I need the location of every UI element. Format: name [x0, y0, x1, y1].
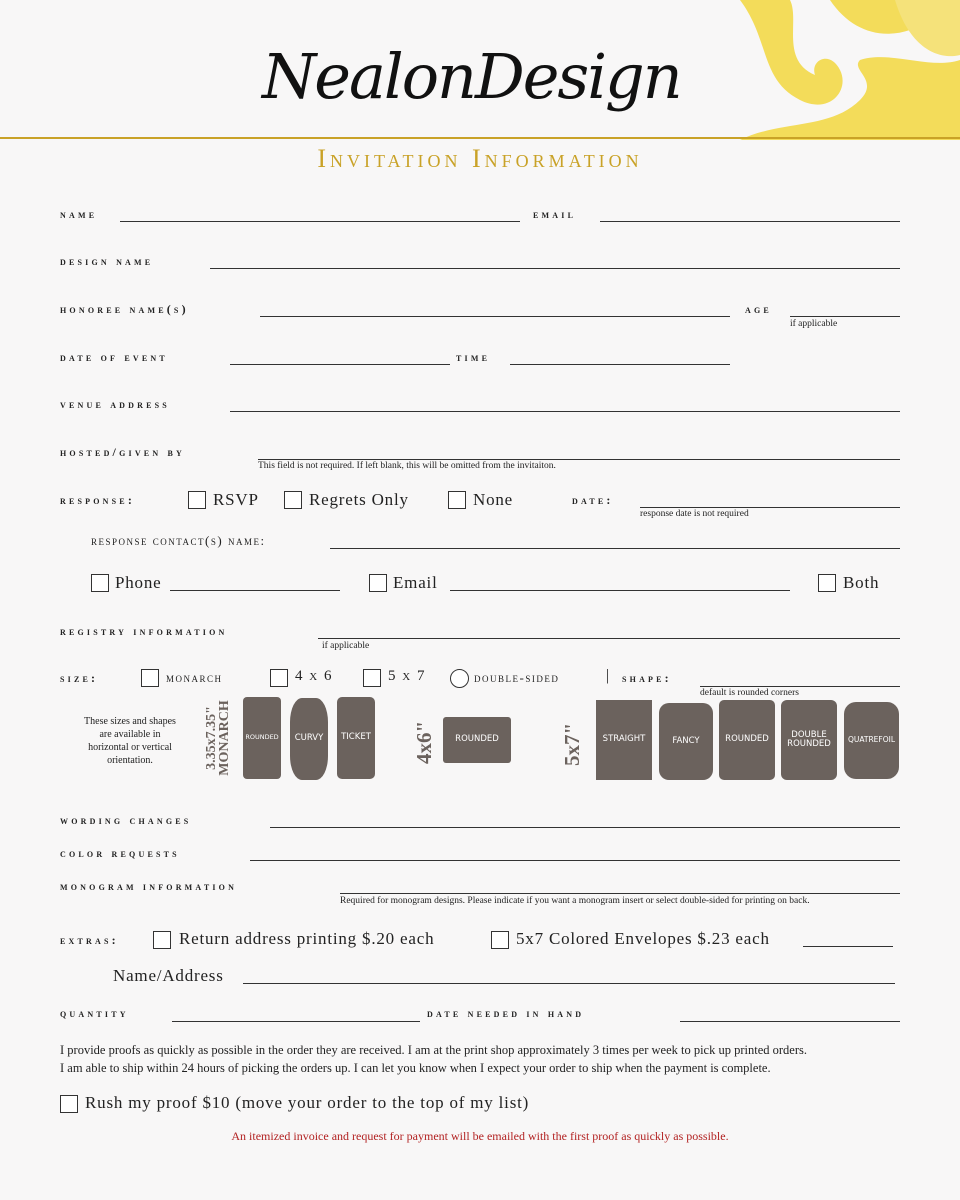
envelopes-label: 5x7 Colored Envelopes $.23 each — [516, 929, 770, 948]
time-field[interactable] — [510, 364, 730, 365]
5x7-label: 5 x 7 — [388, 668, 426, 684]
date-of-event-field[interactable] — [230, 364, 450, 365]
size-label: size: — [60, 671, 99, 685]
venue-label: venue address — [60, 397, 170, 411]
date-of-event-label: date of event — [60, 350, 168, 364]
name-address-label: Name/Address — [113, 966, 224, 985]
quantity-field[interactable] — [172, 1021, 420, 1022]
rush-label: Rush my proof $10 (move your order to the top of my list) — [85, 1093, 530, 1112]
4x6-size-label: 4x6" — [412, 720, 436, 764]
name-address-field[interactable] — [243, 983, 895, 984]
envelopes-checkbox[interactable] — [491, 931, 509, 949]
contact-field[interactable] — [330, 548, 900, 549]
5x7-size-label: 5x7" — [560, 722, 584, 766]
registry-note: if applicable — [322, 641, 370, 651]
rush-checkbox[interactable] — [60, 1095, 78, 1113]
color-label: color requests — [60, 846, 180, 860]
shape-note: default is rounded corners — [700, 688, 799, 698]
monogram-field[interactable] — [340, 893, 900, 894]
honoree-field[interactable] — [260, 316, 730, 317]
shape-5x7-straight: STRAIGHT — [596, 700, 652, 780]
none-label: None — [473, 490, 514, 509]
venue-field[interactable] — [230, 411, 900, 412]
contact-label: response contact(s) name: — [91, 533, 266, 548]
response-date-note: response date is not required — [640, 509, 749, 519]
return-address-checkbox[interactable] — [153, 931, 171, 949]
registry-label: registry information — [60, 624, 228, 638]
4x6-label: 4 x 6 — [295, 668, 333, 684]
rsvp-label: RSVP — [213, 490, 259, 509]
monarch-size-label: 3.35x7.35" MONARCH — [204, 700, 232, 776]
separator: | — [606, 667, 610, 684]
response-date-field[interactable] — [640, 507, 900, 508]
email-contact-label: Email — [393, 573, 438, 592]
4x6-checkbox[interactable] — [270, 669, 288, 687]
name-label: name — [60, 207, 98, 221]
regrets-checkbox[interactable] — [284, 491, 302, 509]
shape-5x7-double-rounded: DOUBLE ROUNDED — [781, 700, 837, 780]
color-field[interactable] — [250, 860, 900, 861]
rsvp-checkbox[interactable] — [188, 491, 206, 509]
monarch-label: monarch — [166, 670, 223, 685]
wording-field[interactable] — [270, 827, 900, 828]
email-field[interactable] — [600, 221, 900, 222]
registry-field[interactable] — [318, 638, 900, 639]
double-sided-label: double-sided — [474, 670, 560, 685]
double-sided-radio[interactable] — [450, 669, 469, 688]
hosted-field[interactable] — [258, 459, 900, 460]
5x7-checkbox[interactable] — [363, 669, 381, 687]
shape-5x7-rounded: ROUNDED — [719, 700, 775, 780]
phone-checkbox[interactable] — [91, 574, 109, 592]
invoice-note: An itemized invoice and request for payment will be emailed with the first proof as quickly as possible. — [231, 1129, 729, 1143]
design-name-label: design name — [60, 254, 154, 268]
logo: NealonDesign — [262, 40, 681, 113]
email-contact-field[interactable] — [450, 590, 790, 591]
age-label: age — [745, 302, 772, 316]
honoree-label: honoree name(s) — [60, 302, 189, 316]
design-name-field[interactable] — [210, 268, 900, 269]
wording-label: wording changes — [60, 813, 192, 827]
response-date-label: date: — [572, 493, 614, 507]
phone-label: Phone — [115, 573, 162, 592]
hosted-label: hosted/given by — [60, 445, 186, 459]
age-field[interactable] — [790, 316, 900, 317]
email-label: email — [533, 207, 577, 221]
shape-field[interactable] — [700, 686, 900, 687]
extras-label: extras: — [60, 933, 119, 947]
envelopes-field[interactable] — [803, 946, 893, 947]
both-label: Both — [843, 573, 880, 592]
shape-4x6-rounded: ROUNDED — [443, 717, 511, 763]
monogram-label: monogram information — [60, 879, 238, 893]
time-label: time — [456, 350, 491, 364]
hosted-note: This field is not required. If left blank, this will be omitted from the invitaiton. — [258, 461, 556, 471]
shape-monarch-ticket: TICKET — [337, 697, 375, 779]
monogram-note: Required for monogram designs. Please indicate if you want a monogram insert or select double-sided for printing on back. — [340, 896, 810, 906]
monarch-checkbox[interactable] — [141, 669, 159, 687]
orientation-note: These sizes and shapes are available in horizontal or vertical orientation. — [84, 716, 176, 766]
email-contact-checkbox[interactable] — [369, 574, 387, 592]
shape-monarch-rounded: ROUNDED — [243, 697, 281, 779]
proof-paragraph-2: I am able to ship within 24 hours of picking the orders up. I can let you know when I expect your order to ship when the payment is complete. — [60, 1061, 771, 1075]
none-checkbox[interactable] — [448, 491, 466, 509]
shape-monarch-curvy: CURVY — [290, 698, 328, 780]
header-divider — [0, 137, 960, 139]
phone-field[interactable] — [170, 590, 340, 591]
date-needed-field[interactable] — [680, 1021, 900, 1022]
response-label: response: — [60, 493, 136, 507]
damask-flourish — [680, 0, 960, 140]
name-field[interactable] — [120, 221, 520, 222]
proof-paragraph-1: I provide proofs as quickly as possible in the order they are received. I am at the print shop approximately 3 times per week to pick up printed orders. — [60, 1043, 808, 1057]
shape-5x7-quatrefoil: QUATREFOIL — [844, 702, 899, 779]
age-note: if applicable — [790, 319, 838, 329]
return-address-label: Return address printing $.20 each — [179, 929, 435, 948]
shape-5x7-fancy: FANCY — [659, 703, 713, 780]
quantity-label: quantity — [60, 1006, 129, 1020]
page-title: Invitation Information — [317, 144, 643, 173]
date-needed-label: date needed in hand — [427, 1006, 585, 1020]
regrets-label: Regrets Only — [309, 490, 409, 509]
shape-label: shape: — [622, 671, 672, 685]
both-checkbox[interactable] — [818, 574, 836, 592]
